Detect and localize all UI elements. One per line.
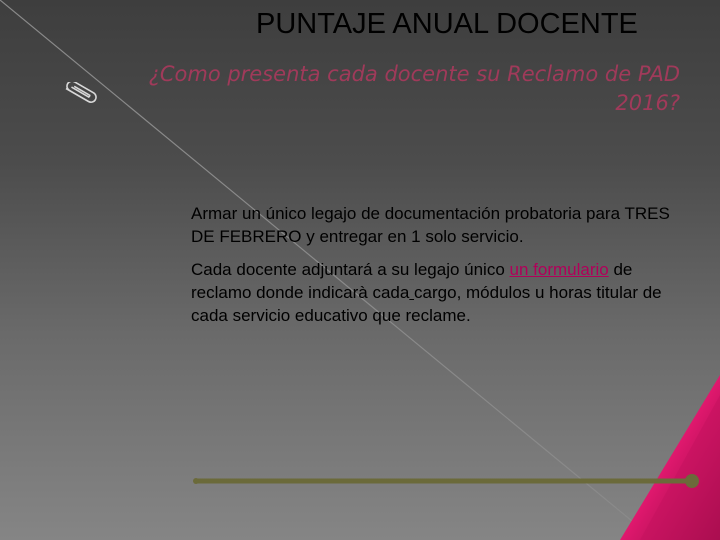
slide-subtitle: ¿Como presenta cada docente su Reclamo de PAD 2016?: [148, 62, 680, 115]
body-content: [191, 202, 691, 337]
slide-title: PUNTAJE ANUAL DOCENTE: [256, 8, 638, 40]
decorative-rule: [190, 470, 710, 492]
paragraph-formulario: [191, 258, 691, 327]
paragraph-text-middle: de reclamo donde indicarà cada: [191, 260, 633, 302]
paperclip-icon: [60, 82, 98, 110]
paragraph-legajo: Armar un único legajo de documentación probatoria para TRES DE FEBRERO y entregar en 1 solo servicio.: [191, 204, 670, 246]
formulario-link[interactable]: un formulario: [509, 260, 609, 279]
paragraph-text-before: Cada docente adjuntará a su legajo único: [191, 260, 510, 279]
paragraph-text-after: cargo, módulos u horas titular de cada servicio educativo que reclame.: [191, 283, 662, 325]
